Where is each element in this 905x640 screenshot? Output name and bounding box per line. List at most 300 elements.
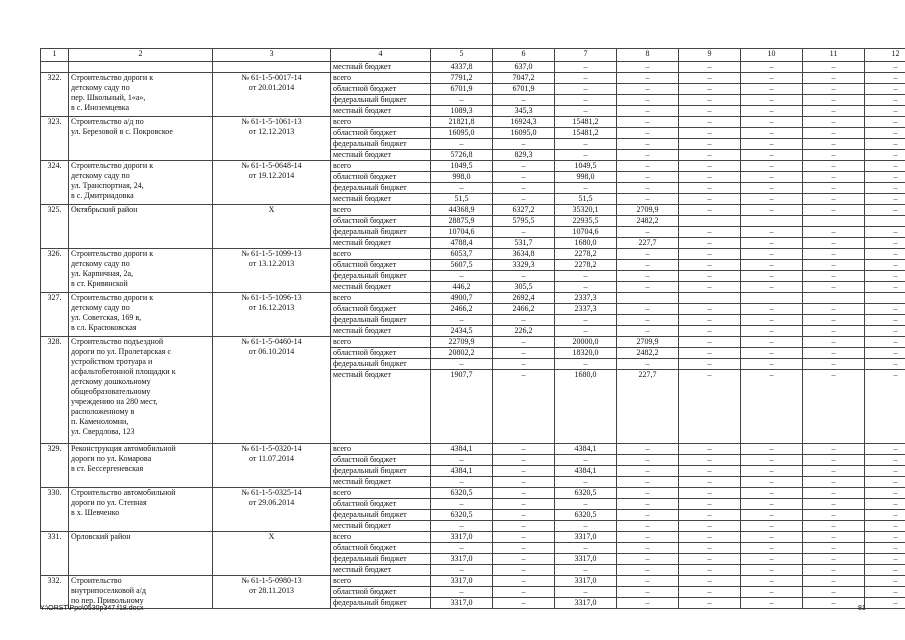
amount-cell: – <box>617 194 679 205</box>
amount-cell: – <box>679 587 741 598</box>
amount-cell: 2337,3 <box>555 293 617 304</box>
amount-cell: – <box>679 359 741 370</box>
object-name-line: ул. Советская, 169 в, <box>71 313 142 322</box>
amount-cell: – <box>431 359 493 370</box>
amount-cell: – <box>803 194 865 205</box>
amount-cell: 2466,2 <box>493 304 555 315</box>
amount-cell: – <box>865 62 905 73</box>
amount-cell: 35320,1 <box>555 205 617 216</box>
amount-cell: 16095,0 <box>431 128 493 139</box>
document-reference-line: от 28.11.2013 <box>248 586 295 596</box>
amount-cell: – <box>431 587 493 598</box>
amount-cell: – <box>803 117 865 128</box>
amount-cell <box>679 293 741 304</box>
amount-cell: – <box>555 73 617 84</box>
amount-cell: – <box>679 238 741 249</box>
amount-cell: – <box>555 359 617 370</box>
amount-cell: 6320,5 <box>431 488 493 499</box>
amount-cell: – <box>679 161 741 172</box>
column-header: 4 <box>331 49 431 62</box>
object-name-line: Строительство автомобильной <box>71 488 176 498</box>
amount-cell: – <box>431 521 493 532</box>
object-name-line: в х. Шевченко <box>71 508 120 518</box>
amount-cell: – <box>679 139 741 150</box>
amount-cell: – <box>617 62 679 73</box>
amount-cell: – <box>741 84 803 95</box>
amount-cell: – <box>741 106 803 117</box>
amount-cell: 3317,0 <box>431 532 493 543</box>
object-name <box>69 444 213 488</box>
amount-cell: – <box>617 576 679 587</box>
amount-cell: – <box>741 543 803 554</box>
amount-cell: 1089,3 <box>431 106 493 117</box>
funding-source: всего <box>331 205 431 216</box>
amount-cell: – <box>493 359 555 370</box>
amount-cell: – <box>617 304 679 315</box>
table-row <box>41 249 905 260</box>
amount-cell: – <box>741 499 803 510</box>
amount-cell: – <box>865 521 905 532</box>
document-reference-line: от 11.07.2014 <box>248 454 295 464</box>
amount-cell: – <box>741 532 803 543</box>
amount-cell: – <box>741 348 803 359</box>
amount-cell: – <box>617 95 679 106</box>
amount-cell: – <box>803 150 865 161</box>
amount-cell: 1049,5 <box>555 161 617 172</box>
object-name-line: детскому саду по <box>71 259 130 268</box>
document-reference-line: от 20.01.2014 <box>248 83 295 92</box>
amount-cell: – <box>679 444 741 455</box>
amount-cell: – <box>617 139 679 150</box>
amount-cell: – <box>865 117 905 128</box>
amount-cell: – <box>803 521 865 532</box>
amount-cell: – <box>617 260 679 271</box>
amount-cell: – <box>741 521 803 532</box>
amount-cell: – <box>679 510 741 521</box>
amount-cell: – <box>617 271 679 282</box>
object-name-line: общеобразовательному <box>71 387 151 396</box>
amount-cell: – <box>679 466 741 477</box>
object-name <box>69 293 213 337</box>
funding-source: федеральный бюджет <box>331 598 431 609</box>
amount-cell: – <box>493 315 555 326</box>
amount-cell: – <box>865 194 905 205</box>
funding-source: всего <box>331 249 431 260</box>
amount-cell: – <box>741 117 803 128</box>
amount-cell: – <box>865 249 905 260</box>
amount-cell: – <box>617 455 679 466</box>
object-name-line: устройством тротуара и <box>71 357 153 366</box>
amount-cell: – <box>679 194 741 205</box>
row-number <box>41 62 69 73</box>
amount-cell: 15481,2 <box>555 128 617 139</box>
amount-cell: – <box>679 477 741 488</box>
amount-cell: – <box>617 315 679 326</box>
amount-cell: – <box>865 510 905 521</box>
object-name-line: ул. Березовой в с. Покровское <box>71 127 173 136</box>
document-reference-line: № 61-1-5-1099-13 <box>241 249 302 258</box>
object-name-line: в с. Дмитриадовка <box>71 191 134 200</box>
funding-source: местный бюджет <box>331 370 431 444</box>
amount-cell: – <box>617 282 679 293</box>
row-number: 322. <box>41 73 69 117</box>
amount-cell: – <box>431 139 493 150</box>
budget-table <box>40 48 905 609</box>
funding-source: федеральный бюджет <box>331 359 431 370</box>
funding-source: всего <box>331 488 431 499</box>
amount-cell: 22935,5 <box>555 216 617 227</box>
table-row <box>41 532 905 543</box>
amount-cell: – <box>803 260 865 271</box>
amount-cell: 6701,9 <box>431 84 493 95</box>
funding-source: федеральный бюджет <box>331 510 431 521</box>
amount-cell: 2466,2 <box>431 304 493 315</box>
amount-cell: 3317,0 <box>555 576 617 587</box>
amount-cell: – <box>865 106 905 117</box>
amount-cell: – <box>431 543 493 554</box>
amount-cell: – <box>741 466 803 477</box>
amount-cell: – <box>617 150 679 161</box>
amount-cell <box>679 216 741 227</box>
amount-cell: – <box>617 532 679 543</box>
header-row <box>41 49 905 62</box>
amount-cell: – <box>617 84 679 95</box>
amount-cell: – <box>679 172 741 183</box>
column-header: 6 <box>493 49 555 62</box>
amount-cell: – <box>741 598 803 609</box>
object-name-line: в ст. Бессергеневская <box>71 464 144 474</box>
amount-cell: 6701,9 <box>493 84 555 95</box>
amount-cell: – <box>803 84 865 95</box>
file-path: Y:\ORST\Ppo\0530p347.f18.docx <box>40 605 144 612</box>
object-name <box>69 117 213 161</box>
amount-cell: – <box>679 348 741 359</box>
amount-cell: – <box>617 587 679 598</box>
funding-source: областной бюджет <box>331 499 431 510</box>
funding-source: федеральный бюджет <box>331 227 431 238</box>
object-name <box>69 249 213 293</box>
amount-cell: – <box>431 455 493 466</box>
amount-cell: – <box>431 315 493 326</box>
amount-cell: 6327,2 <box>493 205 555 216</box>
amount-cell: – <box>741 326 803 337</box>
row-number: 331. <box>41 532 69 576</box>
amount-cell: 6320,5 <box>555 488 617 499</box>
funding-source: федеральный бюджет <box>331 183 431 194</box>
amount-cell: – <box>741 337 803 348</box>
amount-cell: – <box>679 260 741 271</box>
object-name-line: детскому дошкольному <box>71 377 151 386</box>
amount-cell: – <box>493 554 555 565</box>
amount-cell: – <box>741 183 803 194</box>
amount-cell: 1680,0 <box>555 370 617 444</box>
amount-cell: – <box>741 194 803 205</box>
document-reference-line: Х <box>268 532 275 542</box>
amount-cell: – <box>865 183 905 194</box>
amount-cell: – <box>803 161 865 172</box>
document-reference <box>213 488 331 532</box>
amount-cell: 51,5 <box>431 194 493 205</box>
amount-cell: – <box>617 521 679 532</box>
amount-cell: – <box>679 499 741 510</box>
amount-cell: – <box>803 359 865 370</box>
object-name-line: Октябрьский район <box>71 205 138 214</box>
object-name-line: расположенному в <box>71 407 135 416</box>
amount-cell: 3317,0 <box>431 554 493 565</box>
funding-source: областной бюджет <box>331 260 431 271</box>
amount-cell: 305,5 <box>493 282 555 293</box>
amount-cell: – <box>741 282 803 293</box>
amount-cell: 4788,4 <box>431 238 493 249</box>
amount-cell: – <box>555 183 617 194</box>
object-name <box>69 488 213 532</box>
amount-cell: – <box>803 271 865 282</box>
amount-cell: – <box>679 73 741 84</box>
amount-cell: – <box>679 117 741 128</box>
funding-source: местный бюджет <box>331 565 431 576</box>
object-name-line: в с. Иноземцевка <box>71 103 130 112</box>
amount-cell: – <box>865 315 905 326</box>
amount-cell: 21821,8 <box>431 117 493 128</box>
amount-cell: – <box>679 598 741 609</box>
amount-cell: 10704,6 <box>431 227 493 238</box>
funding-source: местный бюджет <box>331 194 431 205</box>
amount-cell: – <box>679 271 741 282</box>
funding-source: всего <box>331 161 431 172</box>
amount-cell: 15481,2 <box>555 117 617 128</box>
amount-cell: 1049,5 <box>431 161 493 172</box>
object-name-line: п. Каменоломни, <box>71 417 129 426</box>
amount-cell: 20000,0 <box>555 337 617 348</box>
amount-cell: – <box>679 370 741 444</box>
amount-cell: – <box>803 227 865 238</box>
row-number: 325. <box>41 205 69 249</box>
amount-cell: – <box>741 510 803 521</box>
column-header: 1 <box>41 49 69 62</box>
document-reference <box>213 444 331 488</box>
object-name-line: Строительство дороги к <box>71 73 154 82</box>
amount-cell: – <box>865 227 905 238</box>
amount-cell: – <box>493 161 555 172</box>
amount-cell: 4384,1 <box>431 466 493 477</box>
amount-cell: – <box>741 62 803 73</box>
document-reference <box>213 161 331 205</box>
amount-cell: 1680,0 <box>555 238 617 249</box>
amount-cell: – <box>679 249 741 260</box>
amount-cell: – <box>803 543 865 554</box>
object-name-line: внутрипоселковой а/д <box>71 586 146 596</box>
amount-cell: 2692,4 <box>493 293 555 304</box>
amount-cell: – <box>803 128 865 139</box>
amount-cell: – <box>431 499 493 510</box>
object-name-line: дороги по ул. Пролетарская с <box>71 347 172 356</box>
amount-cell: – <box>431 183 493 194</box>
amount-cell: – <box>741 249 803 260</box>
amount-cell: – <box>679 128 741 139</box>
object-name-line: Строительство дороги к <box>71 161 154 170</box>
amount-cell: 227,7 <box>617 238 679 249</box>
amount-cell: – <box>741 150 803 161</box>
amount-cell: – <box>741 359 803 370</box>
amount-cell: 2482,2 <box>617 216 679 227</box>
object-name-line: Строительство а/д по <box>71 117 144 126</box>
amount-cell: – <box>431 477 493 488</box>
amount-cell: – <box>803 249 865 260</box>
funding-source: федеральный бюджет <box>331 95 431 106</box>
amount-cell: – <box>865 576 905 587</box>
amount-cell: – <box>555 139 617 150</box>
amount-cell: – <box>741 73 803 84</box>
amount-cell: – <box>493 466 555 477</box>
amount-cell: – <box>493 543 555 554</box>
amount-cell: – <box>865 271 905 282</box>
object-name-line: учреждению на 280 мест, <box>71 397 158 406</box>
amount-cell: – <box>679 304 741 315</box>
amount-cell: – <box>865 128 905 139</box>
amount-cell: – <box>679 337 741 348</box>
table-row <box>41 488 905 499</box>
amount-cell: 51,5 <box>555 194 617 205</box>
amount-cell: – <box>679 521 741 532</box>
amount-cell: – <box>803 326 865 337</box>
document-reference-line: № 61-1-5-0460-14 <box>241 337 302 346</box>
funding-source: всего <box>331 576 431 587</box>
amount-cell: – <box>865 95 905 106</box>
amount-cell: – <box>555 84 617 95</box>
table-row <box>41 73 905 84</box>
amount-cell: – <box>865 205 905 216</box>
amount-cell: – <box>555 271 617 282</box>
amount-cell: – <box>679 315 741 326</box>
amount-cell: – <box>555 282 617 293</box>
amount-cell <box>617 293 679 304</box>
amount-cell: 3317,0 <box>555 532 617 543</box>
amount-cell: – <box>555 477 617 488</box>
amount-cell: – <box>865 543 905 554</box>
amount-cell: – <box>741 444 803 455</box>
amount-cell: 3317,0 <box>431 576 493 587</box>
amount-cell: – <box>617 183 679 194</box>
amount-cell: – <box>555 315 617 326</box>
amount-cell: – <box>493 444 555 455</box>
amount-cell: – <box>803 587 865 598</box>
amount-cell: – <box>865 326 905 337</box>
row-number: 330. <box>41 488 69 532</box>
amount-cell: – <box>679 205 741 216</box>
document-reference-line: от 16.12.2013 <box>248 303 295 312</box>
table-row <box>41 117 905 128</box>
amount-cell: 28875,9 <box>431 216 493 227</box>
funding-source: местный бюджет <box>331 326 431 337</box>
amount-cell: – <box>803 348 865 359</box>
amount-cell: – <box>741 304 803 315</box>
amount-cell: – <box>555 565 617 576</box>
amount-cell: – <box>741 172 803 183</box>
object-name-line: дороги по ул. Комарова <box>71 454 152 464</box>
amount-cell: – <box>679 150 741 161</box>
amount-cell: – <box>493 194 555 205</box>
document-reference-line: от 29.06.2014 <box>248 498 295 508</box>
amount-cell: – <box>741 576 803 587</box>
amount-cell: 4384,1 <box>555 444 617 455</box>
document-reference <box>213 249 331 293</box>
amount-cell: – <box>741 565 803 576</box>
funding-source: областной бюджет <box>331 543 431 554</box>
amount-cell: 4384,1 <box>555 466 617 477</box>
page-number: 81 <box>858 605 866 612</box>
amount-cell: – <box>865 348 905 359</box>
document-reference <box>213 337 331 444</box>
amount-cell: – <box>617 117 679 128</box>
document-reference <box>213 532 331 576</box>
table-row <box>41 161 905 172</box>
amount-cell: – <box>555 543 617 554</box>
column-header: 5 <box>431 49 493 62</box>
amount-cell <box>865 216 905 227</box>
column-header: 11 <box>803 49 865 62</box>
amount-cell: – <box>741 315 803 326</box>
amount-cell: – <box>555 106 617 117</box>
document-reference <box>213 576 331 609</box>
amount-cell: – <box>679 543 741 554</box>
table-row <box>41 337 905 348</box>
amount-cell: – <box>803 205 865 216</box>
amount-cell: – <box>679 95 741 106</box>
amount-cell: – <box>803 554 865 565</box>
amount-cell: – <box>803 576 865 587</box>
amount-cell: 4384,1 <box>431 444 493 455</box>
table-row <box>41 205 905 216</box>
object-name-line: в ст. Кривянской <box>71 279 128 288</box>
document-reference-line: Х <box>268 205 275 214</box>
amount-cell: – <box>679 488 741 499</box>
object-name <box>69 73 213 117</box>
amount-cell: – <box>741 227 803 238</box>
amount-cell: – <box>493 488 555 499</box>
amount-cell: – <box>617 73 679 84</box>
document-page <box>40 48 900 609</box>
amount-cell: – <box>617 510 679 521</box>
amount-cell: – <box>865 282 905 293</box>
row-number: 324. <box>41 161 69 205</box>
amount-cell: – <box>741 554 803 565</box>
amount-cell: – <box>493 172 555 183</box>
amount-cell: – <box>865 304 905 315</box>
document-reference <box>213 205 331 249</box>
amount-cell: – <box>865 260 905 271</box>
amount-cell: 22709,9 <box>431 337 493 348</box>
table-row <box>41 576 905 587</box>
amount-cell: 2434,5 <box>431 326 493 337</box>
amount-cell: – <box>803 337 865 348</box>
column-header: 2 <box>69 49 213 62</box>
amount-cell: 227,7 <box>617 370 679 444</box>
amount-cell: – <box>803 477 865 488</box>
amount-cell: – <box>617 554 679 565</box>
funding-source: федеральный бюджет <box>331 139 431 150</box>
amount-cell: – <box>803 466 865 477</box>
amount-cell: 226,2 <box>493 326 555 337</box>
row-number: 323. <box>41 117 69 161</box>
amount-cell: 4900,7 <box>431 293 493 304</box>
row-number: 329. <box>41 444 69 488</box>
amount-cell: – <box>865 477 905 488</box>
object-name-line: пер. Школьный, 1«а», <box>71 93 146 102</box>
amount-cell <box>865 293 905 304</box>
object-name-line: ул. Транспортная, 24, <box>71 181 144 190</box>
object-name-line: Орловский район <box>71 532 131 542</box>
amount-cell: – <box>741 587 803 598</box>
